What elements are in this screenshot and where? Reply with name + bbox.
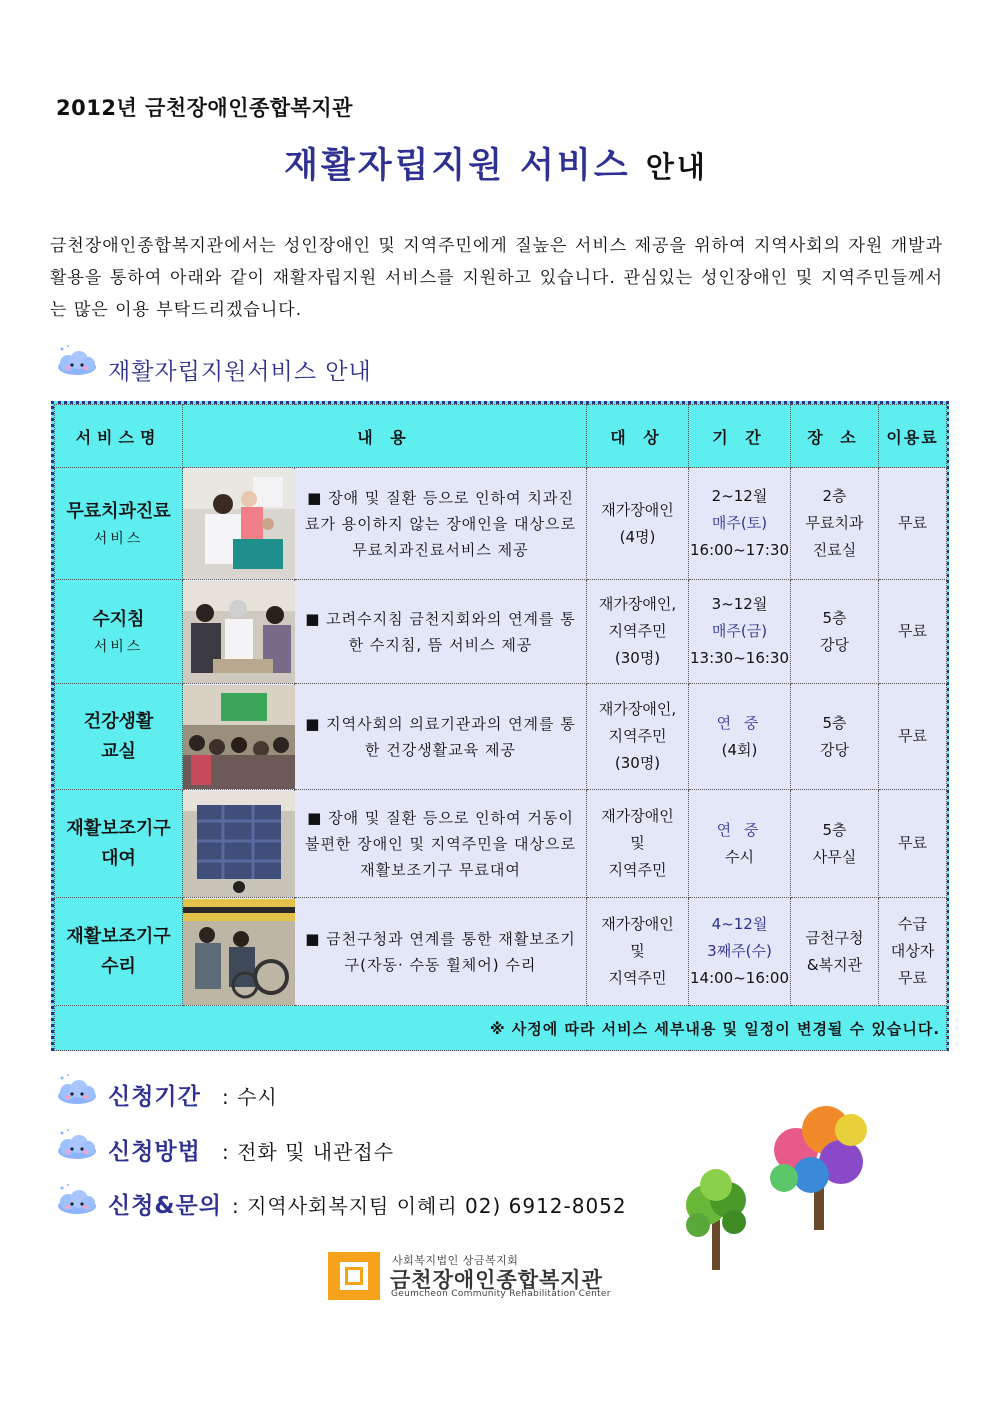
target-cell <box>587 790 689 898</box>
inquiry-value: : 지역사회복지팀 이혜리 02) 6912-8052 <box>232 1194 627 1218</box>
table-row <box>55 580 947 684</box>
place-cell <box>791 580 879 684</box>
target-cell <box>587 684 689 790</box>
fee-cell <box>879 468 947 580</box>
header-period: 기 간 <box>689 405 791 468</box>
cloud-icon <box>54 1127 100 1161</box>
header-target: 대 상 <box>587 405 689 468</box>
period-line: 3째주(수) <box>707 942 772 960</box>
logo-org-name: 금천장애인종합복지관 <box>390 1268 603 1292</box>
period-line: 매주(토) <box>711 514 768 532</box>
fee-cell <box>879 580 947 684</box>
repair-photo <box>183 898 295 1006</box>
fee-cell <box>879 790 947 898</box>
place-line: 무료치과 <box>805 514 864 532</box>
service-name-cell <box>55 898 183 1006</box>
target-line: 지역주민 <box>608 727 667 745</box>
target-cell <box>587 580 689 684</box>
service-name-sub: 교실 <box>101 740 136 762</box>
lecture-photo <box>183 684 295 790</box>
table-header-row <box>55 405 947 468</box>
apply-method-value: : 전화 및 내관접수 <box>222 1140 395 1164</box>
target-line: 재가장애인, <box>598 595 677 613</box>
table-row <box>55 468 947 580</box>
section-title: 재활자립지원서비스 안내 <box>108 359 372 385</box>
fee-line: 무료 <box>898 727 927 745</box>
period-line: 16:00~17:30 <box>690 541 790 559</box>
period-line: 수시 <box>725 847 754 866</box>
place-line: 5층 <box>822 820 847 839</box>
table-row <box>55 684 947 790</box>
place-line: 진료실 <box>812 541 857 559</box>
target-line: 지역주민 <box>608 622 667 640</box>
period-line: 2~12월 <box>711 487 768 505</box>
apply-period-value: : 수시 <box>222 1085 278 1109</box>
fee-cell <box>879 684 947 790</box>
service-description: ■ 장애 및 질환 등으로 인하여 치과진료가 용이하지 않는 장애인을 대상으로 무료치과진료서비스 제공 <box>295 468 587 580</box>
place-line: 5층 <box>822 713 847 732</box>
place-line: 5층 <box>822 608 847 627</box>
place-cell <box>791 790 879 898</box>
trees-illustration <box>676 1090 886 1280</box>
table-row <box>55 790 947 898</box>
cloud-icon <box>54 1072 100 1106</box>
table-row <box>55 898 947 1006</box>
period-line: 연 중 <box>716 713 763 732</box>
fee-line: 무료 <box>898 514 927 532</box>
target-cell <box>587 468 689 580</box>
service-name: 무료치과진료 <box>66 500 171 522</box>
target-line: (4명) <box>619 527 656 546</box>
service-name: 수지침 <box>92 608 145 630</box>
service-description: ■ 금천구청과 연계를 통한 재활보조기구(자동· 수동 휠체어) 수리 <box>295 898 587 1006</box>
service-name-cell <box>55 790 183 898</box>
service-name: 재활보조기구 <box>66 925 171 947</box>
target-line: 지역주민 <box>608 861 667 879</box>
target-line: (30명) <box>614 649 661 667</box>
service-name-sub: 대여 <box>101 847 136 869</box>
target-line: (30명) <box>614 754 661 772</box>
org-year-heading: 2012년 금천장애인종합복지관 <box>56 96 353 120</box>
place-line: 강당 <box>820 740 849 759</box>
fee-line: 대상자 <box>890 942 935 960</box>
service-name-cell <box>55 684 183 790</box>
period-line: 4~12월 <box>711 915 768 933</box>
service-description: ■ 장애 및 질환 등으로 인하여 거동이 불편한 장애인 및 지역주민을 대상으로 재활보조기구 무료대여 <box>295 790 587 898</box>
target-line: 재가장애인 <box>601 500 674 519</box>
cloud-icon <box>54 343 100 377</box>
period-line: 3~12월 <box>711 595 768 613</box>
place-line: 금천구청 <box>805 928 864 947</box>
logo-foundation-name: 사회복지법인 상금복지회 <box>392 1254 519 1267</box>
service-table-frame <box>51 401 949 1051</box>
intro-paragraph: 금천장애인종합복지관에서는 성인장애인 및 지역주민에게 질높은 서비스 제공을 위하여 지역사회의 자원 개발과 활용을 통하여 아래와 같이 재활자립지원 서비스를 지원하고 있습니다. 관심있는 성인장애인 및 지역주민들께서는 많은 이용 부탁드리겠습니다. <box>50 236 943 320</box>
target-line: 재가장애인, <box>598 700 677 718</box>
period-cell <box>689 468 791 580</box>
wheelchair-photo <box>183 790 295 898</box>
target-line: 및 <box>630 942 645 960</box>
service-name-cell <box>55 468 183 580</box>
table-note-row <box>55 1006 947 1051</box>
fee-line: 수급 <box>898 915 927 933</box>
target-line: 재가장애인 <box>601 807 674 825</box>
target-line: 및 <box>630 834 645 852</box>
logo-english-name: Geumcheon Community Rehabilitation Center <box>391 1289 611 1299</box>
apply-method-label: 신청방법 <box>108 1139 201 1165</box>
header-place: 장 소 <box>791 405 879 468</box>
header-service-name: 서비스명 <box>55 405 183 468</box>
period-line: 14:00~16:00 <box>690 969 790 987</box>
service-name: 건강생활 <box>83 710 154 732</box>
fee-line: 무료 <box>898 834 927 852</box>
inquiry-label: 신청&문의 <box>108 1193 222 1219</box>
target-cell <box>587 898 689 1006</box>
place-line: 2층 <box>822 487 847 505</box>
fee-cell <box>879 898 947 1006</box>
period-line: (4회) <box>721 740 758 759</box>
period-cell <box>689 684 791 790</box>
place-line: 강당 <box>820 635 849 654</box>
acupuncture-photo <box>183 580 295 684</box>
target-line: 재가장애인 <box>601 915 674 933</box>
period-line: 연 중 <box>716 820 763 839</box>
table-note: ※ 사정에 따라 서비스 세부내용 및 일정이 변경될 수 있습니다. <box>55 1006 947 1051</box>
period-cell <box>689 898 791 1006</box>
period-line: 매주(금) <box>711 622 768 640</box>
period-cell <box>689 580 791 684</box>
header-content: 내 용 <box>183 405 587 468</box>
service-name-cell <box>55 580 183 684</box>
service-name: 재활보조기구 <box>66 817 171 839</box>
page-title-highlight: 재활자립지원 서비스 <box>284 146 631 186</box>
page-title <box>0 138 992 188</box>
service-name-sub: 서비스 <box>93 530 144 547</box>
place-line: &복지관 <box>806 955 863 974</box>
period-cell <box>689 790 791 898</box>
dental-photo <box>183 468 295 580</box>
fee-line: 무료 <box>898 622 927 640</box>
cloud-icon <box>54 1182 100 1216</box>
page-title-rest: 안내 <box>645 150 708 184</box>
service-table <box>54 404 947 1051</box>
service-description: ■ 고려수지침 금천지회와의 연계를 통한 수지침, 뜸 서비스 제공 <box>295 580 587 684</box>
service-name-sub: 서비스 <box>93 638 144 655</box>
apply-period-label: 신청기간 <box>108 1084 201 1110</box>
place-cell <box>791 468 879 580</box>
header-fee: 이용료 <box>879 405 947 468</box>
place-cell <box>791 684 879 790</box>
target-line: 지역주민 <box>608 969 667 987</box>
place-cell <box>791 898 879 1006</box>
service-name-sub: 수리 <box>101 955 136 977</box>
fee-line: 무료 <box>898 969 927 987</box>
place-line: 사무실 <box>812 847 857 866</box>
service-description: ■ 지역사회의 의료기관과의 연계를 통한 건강생활교육 제공 <box>295 684 587 790</box>
org-logo-mark <box>328 1252 380 1300</box>
period-line: 13:30~16:30 <box>690 649 790 667</box>
